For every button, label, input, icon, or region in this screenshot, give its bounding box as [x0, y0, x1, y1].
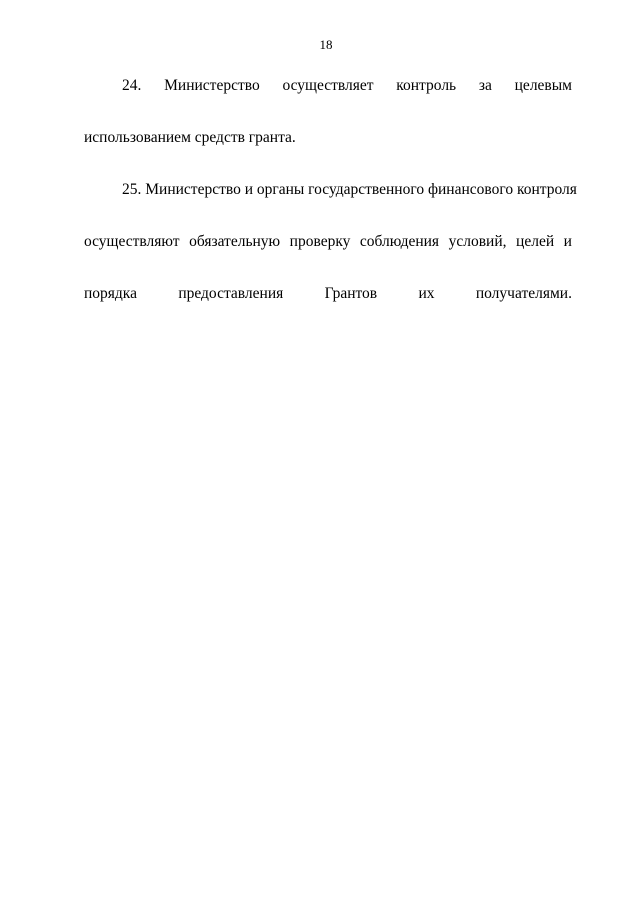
word: осуществляют — [84, 233, 180, 250]
word: Грантов — [324, 285, 378, 302]
page-number: 18 — [319, 37, 333, 52]
word: за — [478, 77, 492, 94]
word: соблюдения — [359, 233, 440, 250]
word: целей — [516, 233, 555, 250]
word: предоставления — [178, 285, 284, 302]
paragraph-25-line-1: 25. Министерство и органы государственного финансового контроля — [122, 181, 577, 198]
word: 24. — [122, 77, 142, 94]
word: условий, — [448, 233, 507, 250]
word: проверку — [289, 233, 351, 250]
word: получателями. — [475, 285, 572, 302]
word: порядка — [84, 285, 137, 302]
word: их — [418, 285, 435, 302]
paragraph-25-line-3 — [84, 285, 572, 303]
word: Министерство — [164, 77, 260, 94]
word: целевым — [514, 77, 572, 94]
word: и — [563, 233, 572, 250]
paragraph-24-line-2: использованием средств гранта. — [84, 129, 296, 146]
word: контроль — [396, 77, 457, 94]
word: обязательную — [189, 233, 281, 250]
paragraph-24-line-1 — [122, 77, 572, 95]
paragraph-25-line-2 — [84, 233, 572, 251]
word: осуществляет — [282, 77, 374, 94]
